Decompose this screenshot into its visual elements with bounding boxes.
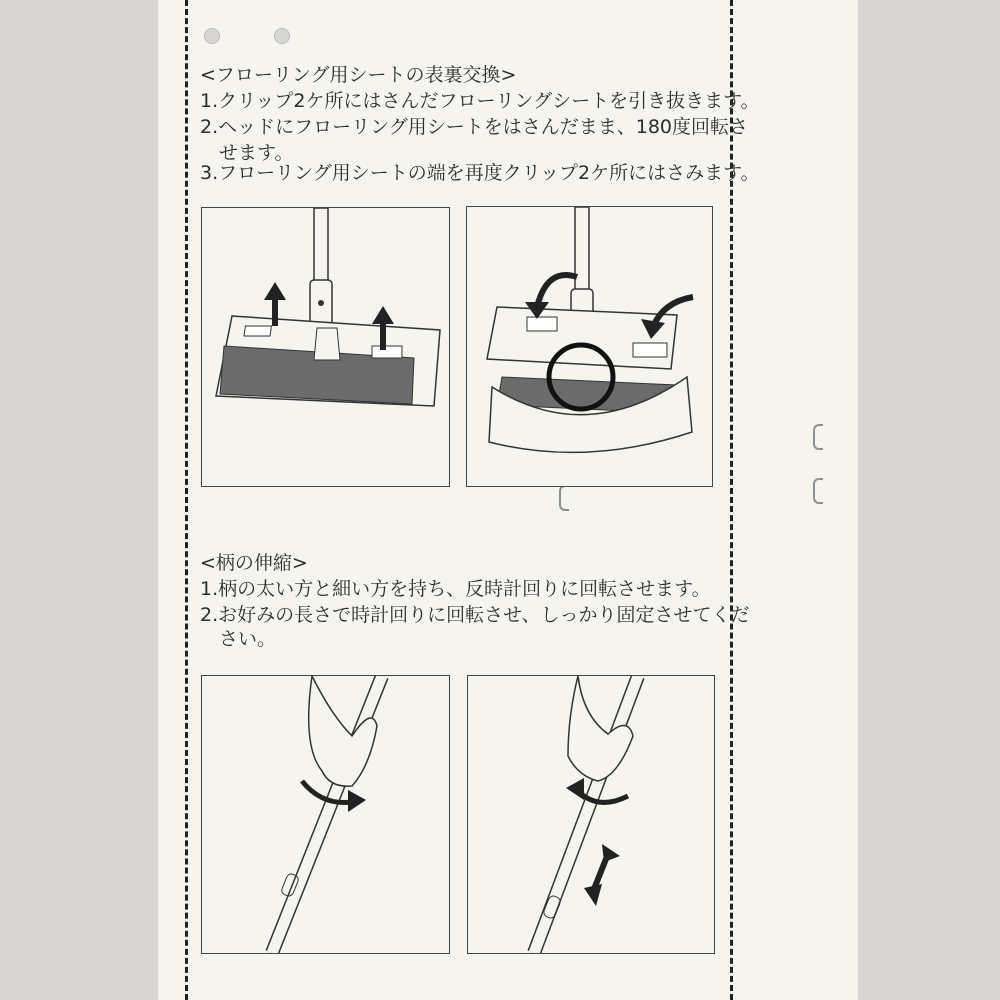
step-text: さい。 (200, 628, 277, 650)
step-text: 3.フローリング用シートの端を再度クリップ2ケ所にはさみます。 (200, 162, 760, 184)
illustration-pull-sheet (201, 207, 450, 487)
punch-hole (274, 28, 290, 44)
staple (813, 424, 823, 450)
section-heading-sheet-swap: <フローリング用シートの表裏交換> (200, 64, 517, 86)
step-text: 2.お好みの長さで時計回りに回転させ、しっかり固定させてくだ (200, 604, 750, 626)
step-text: 1.クリップ2ケ所にはさんだフローリングシートを引き抜きます。 (200, 90, 760, 112)
perforation-left (185, 0, 188, 1000)
staple (813, 478, 823, 504)
staple (559, 485, 569, 511)
illustration-rotate-head (466, 206, 713, 487)
step-text: せます。 (200, 142, 294, 164)
perforation-right (730, 0, 733, 1000)
illustration-extend-handle (467, 675, 715, 954)
section-heading-handle-length: <柄の伸縮> (200, 552, 308, 574)
illustration-loosen-handle (201, 675, 450, 954)
double-arrow-icon (584, 844, 620, 906)
punch-hole (204, 28, 220, 44)
step-text: 1.柄の太い方と細い方を持ち、反時計回りに回転させます。 (200, 578, 711, 600)
step-text: 2.ヘッドにフローリング用シートをはさんだまま、180度回転さ (200, 116, 749, 138)
